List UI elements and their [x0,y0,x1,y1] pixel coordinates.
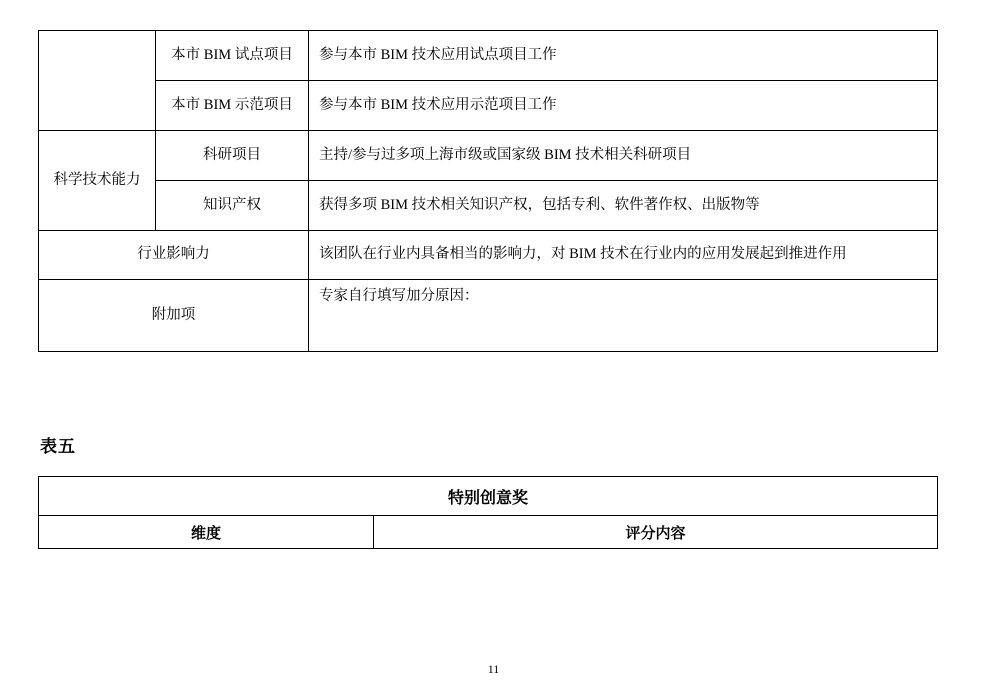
table-cell-content: 该团队在行业内具备相当的影响力，对 BIM 技术在行业内的应用发展起到推进作用 [309,231,938,280]
table-cell-content: 获得多项 BIM 技术相关知识产权，包括专利、软件著作权、出版物等 [309,181,938,231]
table-row [39,81,938,131]
table-cell-dimension: 本市 BIM 试点项目 [156,31,309,81]
table-row [39,181,938,231]
table-row [39,477,938,516]
evaluation-table-continued [38,30,938,352]
table-cell-content: 参与本市 BIM 技术应用示范项目工作 [309,81,938,131]
table-cell-dimension: 科研项目 [156,131,309,181]
table-cell-dimension: 知识产权 [156,181,309,231]
table-row [39,231,938,280]
table-cell-category-blank [39,31,156,131]
table-cell-category: 附加项 [39,280,309,352]
table-cell-dimension: 本市 BIM 示范项目 [156,81,309,131]
table-row [39,131,938,181]
page-number: 11 [487,662,500,676]
table-header-dimension: 维度 [39,516,374,549]
table-cell-category: 科学技术能力 [39,131,156,231]
table-row [39,516,938,549]
table-title-cell: 特别创意奖 [39,477,938,516]
table-cell-category: 行业影响力 [39,231,309,280]
table-cell-content: 专家自行填写加分原因： [309,280,938,352]
table-row [39,31,938,81]
table-cell-content: 参与本市 BIM 技术应用试点项目工作 [309,31,938,81]
special-creativity-award-table [38,476,938,549]
table-caption: 表五 [40,437,76,456]
table-header-content: 评分内容 [374,516,938,549]
table-row [39,280,938,352]
table-cell-content: 主持/参与过多项上海市级或国家级 BIM 技术相关科研项目 [309,131,938,181]
